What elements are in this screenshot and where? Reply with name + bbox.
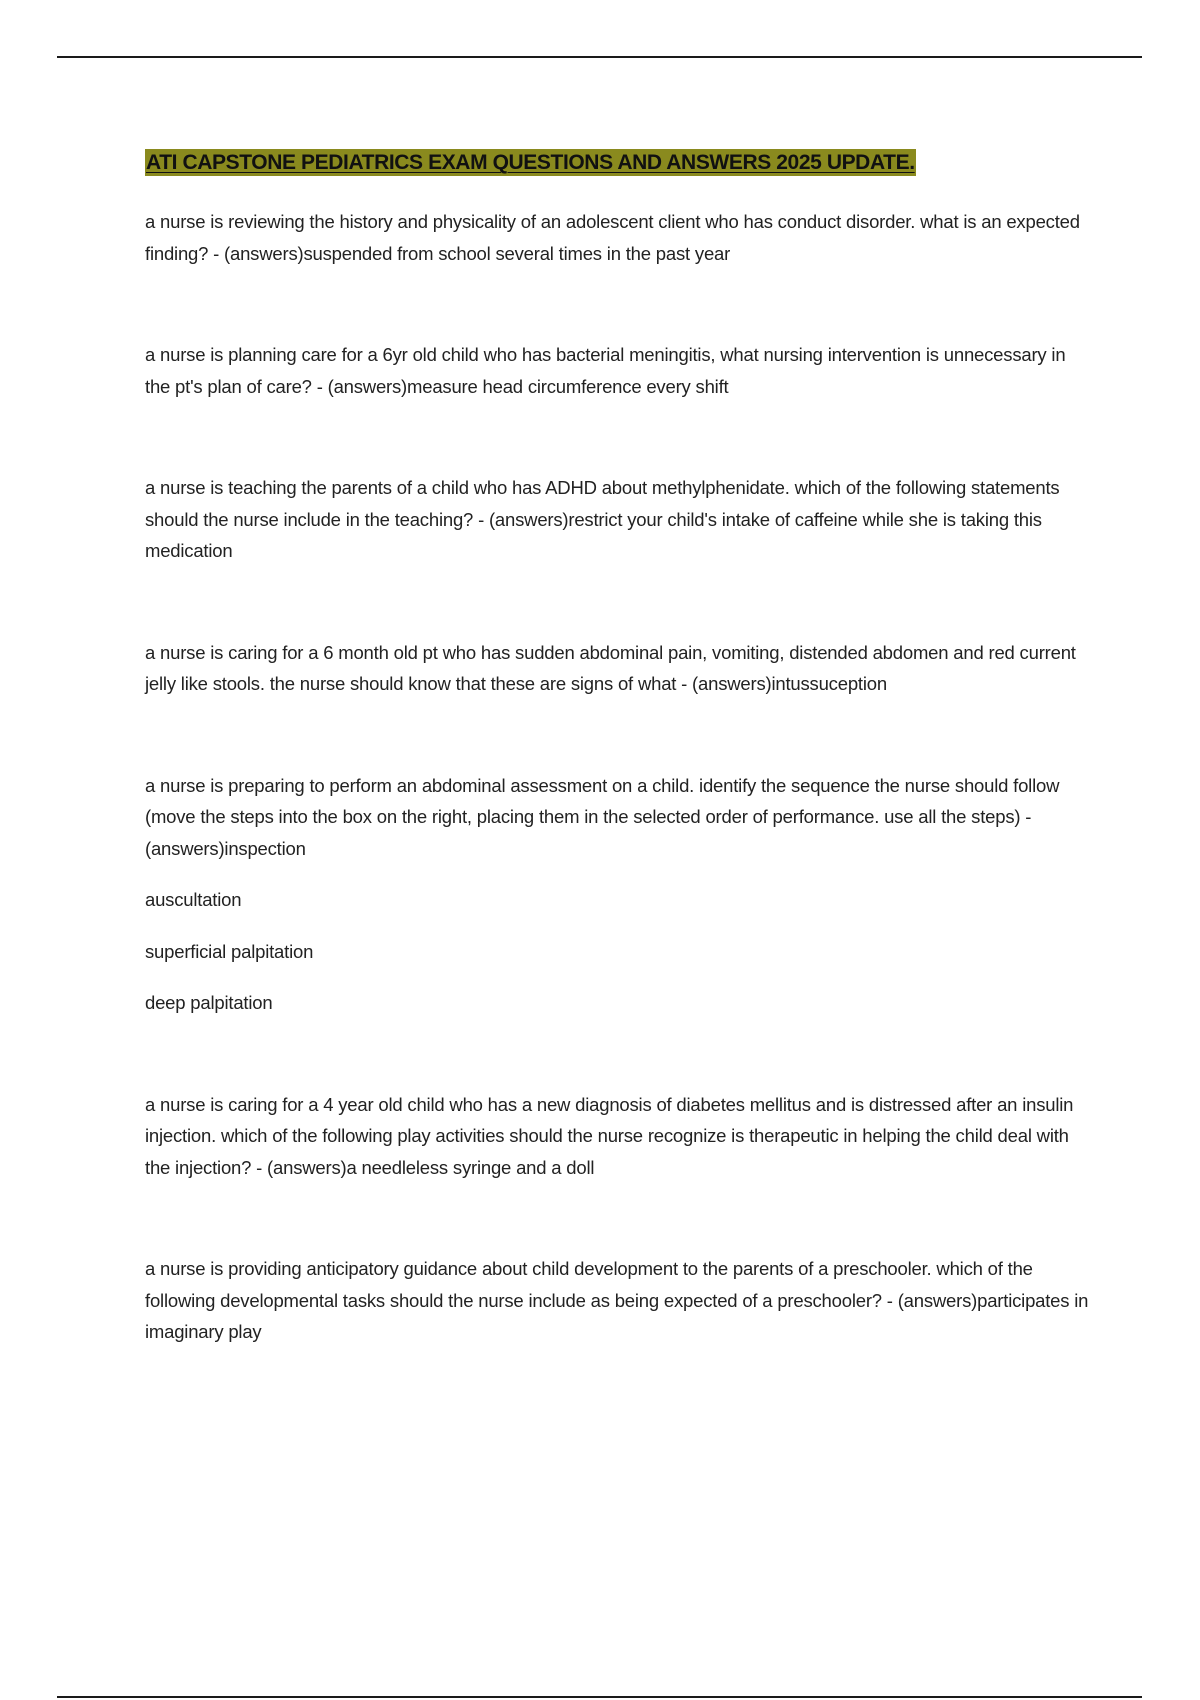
header-rule — [57, 56, 1142, 58]
answer-step: auscultation — [145, 889, 242, 910]
answer-step: superficial palpitation — [145, 940, 314, 962]
qa-item: a nurse is preparing to perform an abdominal assessment on a child. identify the sequence the nurse should follow (move the steps into the box on the right, placing them in the selected order of performance. use all the steps) - (answers)inspection — [145, 774, 1060, 859]
qa-item: a nurse is teaching the parents of a child who has ADHD about methylphenidate. which of the following statements should the nurse include in the teaching? - (answers)restrict your child's intake of caffeine while she is taking this medication — [145, 477, 1060, 561]
title-block — [145, 148, 1090, 180]
document-body — [145, 148, 1090, 1348]
qa-item: a nurse is caring for a 6 month old pt who has sudden abdominal pain, vomiting, distended abdomen and red current jelly like stools. the nurse should know that these are signs of what - (answers)intussuception — [145, 641, 1076, 694]
qa-item: a nurse is providing anticipatory guidance about child development to the parents of a preschooler. which of the following developmental tasks should the nurse include as being expected of a preschooler? - (answers)participates in imaginary play — [145, 1258, 1089, 1342]
qa-item: a nurse is caring for a 4 year old child who has a new diagnosis of diabetes mellitus and is distressed after an insulin injection. which of the following play activities should the nurse recognize is therapeutic in helping the child deal with the injection? - (answers)a needleless syringe and a doll — [145, 1093, 1074, 1178]
qa-item: a nurse is planning care for a 6yr old child who has bacterial meningitis, what nursing intervention is unnecessary in the pt's plan of care? - (answers)measure head circumference every shift — [145, 344, 1066, 397]
qa-item: a nurse is reviewing the history and physicality of an adolescent client who has conduct disorder. what is an expected finding? - (answers)suspended from school several times in the past year — [145, 211, 1080, 264]
footer-rule — [57, 1696, 1142, 1698]
answer-step: deep palpitation — [145, 992, 273, 1013]
document-title: ATI CAPSTONE PEDIATRICS EXAM QUESTIONS AND ANSWERS 2025 UPDATE. — [146, 151, 915, 174]
